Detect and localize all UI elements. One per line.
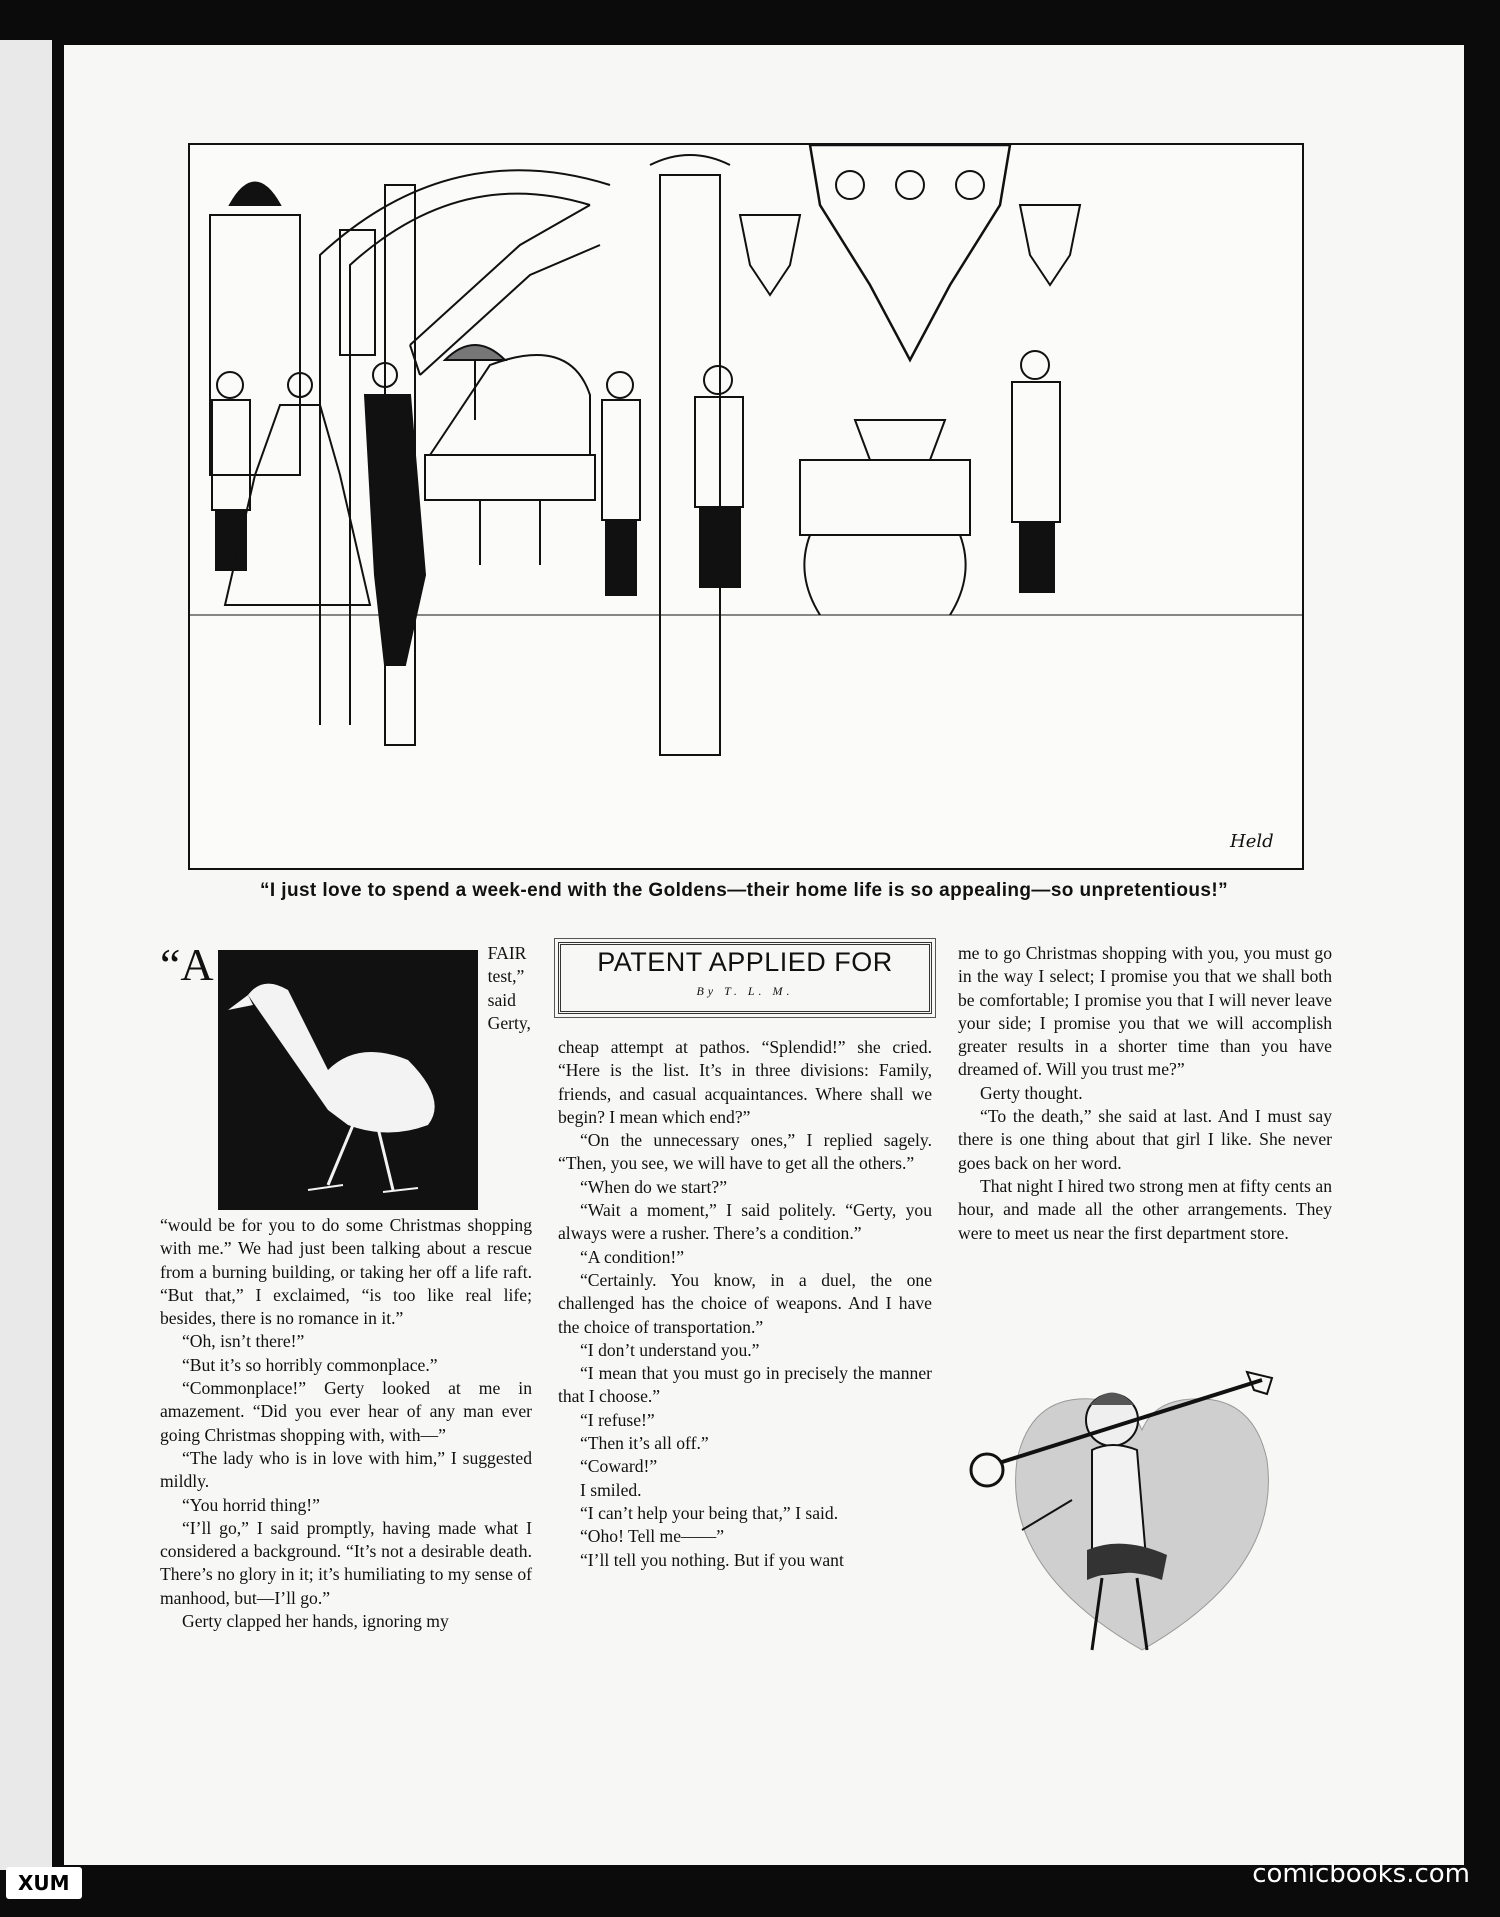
- col2-paragraph: “I mean that you must go in precisely the manner that I choose.”: [558, 1363, 932, 1407]
- cupid-illustration: [962, 1350, 1322, 1670]
- col2-paragraph: “Coward!”: [580, 1456, 658, 1477]
- col1-paragraph: “Oh, isn’t there!”: [182, 1331, 305, 1352]
- article-title: PATENT APPLIED FOR: [597, 947, 893, 977]
- col2-paragraph: “I refuse!”: [580, 1409, 655, 1430]
- artist-signature: Held: [1230, 831, 1274, 852]
- col1-paragraph: “The lady who is in love with him,” I suggested mildly.: [160, 1447, 532, 1492]
- col2-paragraph: “Then it’s all off.”: [580, 1433, 709, 1454]
- col2-paragraph: “I don’t understand you.”: [580, 1339, 760, 1360]
- article-title-box: [558, 942, 932, 1014]
- xum-label: XUM: [6, 1867, 82, 1899]
- col1-lead-text: FAIR test,” said Gerty, “would be for you to do some Christmas shopping with me.” We had just been talking about a rescue from a burning building, or taking her off a life raft. “But that,” I exclaimed, “is too like real life; besides, there is no romance in it.”: [160, 943, 532, 1329]
- col1-paragraph: “You horrid thing!”: [182, 1494, 320, 1515]
- col2-paragraph: I smiled.: [580, 1479, 642, 1500]
- col2-paragraph: “I’ll tell you nothing. But if you want: [580, 1549, 844, 1570]
- col3-paragraph: Gerty thought.: [980, 1082, 1083, 1103]
- cupid-drawing: [962, 1350, 1322, 1670]
- site-watermark: comicbooks.com: [1252, 1859, 1470, 1889]
- ballroom-illustration: [188, 143, 1304, 870]
- article-column-2: [558, 942, 932, 1572]
- col1-paragraph: “Commonplace!” Gerty looked at me in amazement. “Did you ever hear of any man ever going Christmas shopping with, with—”: [160, 1378, 532, 1445]
- col1-paragraph: Gerty clapped her hands, ignoring my: [182, 1611, 449, 1632]
- illustration-caption: “I just love to spend a week-end with the Goldens—their home life is so appealing—so unpretentious!”: [260, 880, 1228, 901]
- article-column-1: [160, 939, 532, 1633]
- col2-paragraph: “On the unnecessary ones,” I replied sagely. “Then, you see, we will have to get all the others.”: [558, 1130, 932, 1174]
- article-byline: By T. L. M.: [696, 984, 794, 999]
- col3-paragraph: me to go Christmas shopping with you, you must go in the way I select; I promise you that we shall both be comfortable; I promise you that I will never leave your side; I promise you that we will accomplish greater results in a shorter time than you have dreamed of. Will you trust me?”: [958, 943, 1332, 1080]
- article-column-3: [958, 942, 1332, 1245]
- col2-paragraph: “Wait a moment,” I said politely. “Gerty, you always were a rusher. There’s a condition.”: [558, 1200, 932, 1244]
- ballroom-drawing: [190, 145, 1302, 868]
- stork-illustration: [218, 950, 478, 1210]
- col2-paragraph: “When do we start?”: [580, 1176, 728, 1197]
- left-page-edge: [0, 40, 52, 1870]
- col2-paragraph: “Certainly. You know, in a duel, the one challenged has the choice of weapons. And I have the choice of transportation.”: [558, 1269, 932, 1337]
- col2-paragraph: “Oho! Tell me——”: [580, 1526, 725, 1547]
- col1-paragraph: “But it’s so horribly commonplace.”: [182, 1354, 438, 1375]
- col2-paragraph: cheap attempt at pathos. “Splendid!” she cried. “Here is the list. It’s in three divisions: Family, friends, and casual acquaintances. Where shall we begin? I mean which end?”: [558, 1037, 932, 1127]
- stork-drawing: [218, 950, 478, 1210]
- col3-paragraph: That night I hired two strong men at fifty cents an hour, and made all the other arrangements. They were to meet us near the first department store.: [958, 1175, 1332, 1243]
- col2-paragraph: “A condition!”: [580, 1246, 685, 1267]
- col1-paragraph: “I’ll go,” I said promptly, having made what I considered a background. “It’s not a desirable death. There’s no glory in it; it’s humiliating to my sense of manhood, but—I’ll go.”: [160, 1517, 532, 1608]
- col3-paragraph: “To the death,” she said at last. And I must say there is one thing about that girl I like. She never goes back on her word.: [958, 1106, 1332, 1173]
- col2-paragraph: “I can’t help your being that,” I said.: [580, 1502, 839, 1523]
- drop-cap: “A: [160, 939, 214, 990]
